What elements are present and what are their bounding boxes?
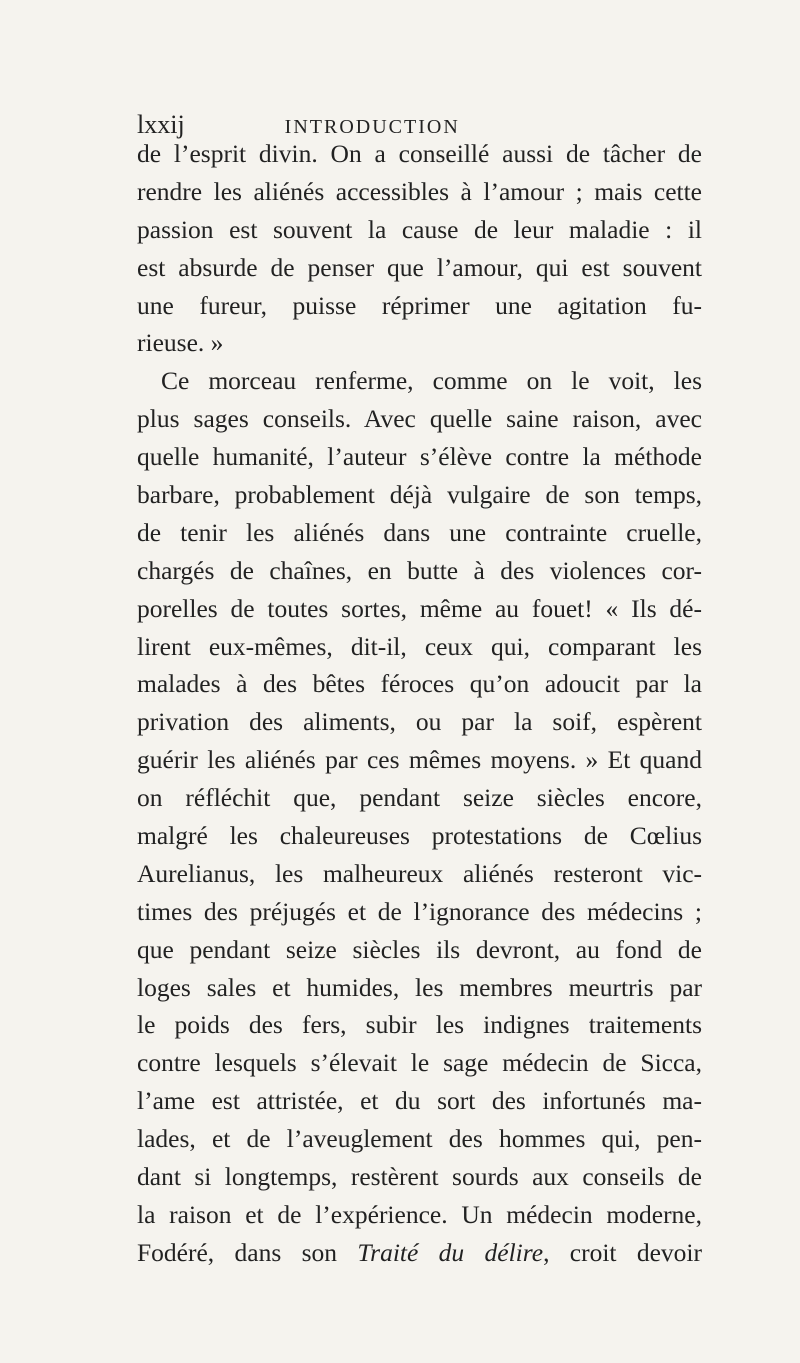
text-line: est absurde de penser que l’amour, qui est souvent — [137, 252, 702, 282]
text-line: la raison et de l’expérience. Un médecin moderne, — [137, 1199, 702, 1229]
book-title-italic: Traité du délire — [357, 1237, 544, 1267]
text-line: privation des aliments, ou par la soif, espèrent — [137, 707, 702, 737]
text-segment: Fodéré, dans son — [137, 1237, 358, 1267]
text-line: rendre les aliénés accessibles à l’amour ; mais cette — [137, 176, 702, 206]
text-line: passion est souvent la cause de leur maladie : il — [137, 214, 702, 244]
running-title: INTRODUCTION — [284, 116, 460, 138]
text-line: contre lesquels s’élevait le sage médecin de Sicca, — [137, 1048, 702, 1078]
text-line: plus sages conseils. Avec quelle saine raison, avec — [137, 404, 702, 434]
text-line: que pendant seize siècles ils devront, au fond de — [137, 934, 702, 964]
text-line: on réfléchit que, pendant seize siècles encore, — [137, 783, 702, 813]
text-line: le poids des fers, subir les indignes traitements — [137, 1010, 702, 1040]
text-line: une fureur, puisse réprimer une agitation fu- — [137, 290, 702, 320]
body-text — [137, 135, 702, 1272]
text-line: lades, et de l’aveuglement des hommes qui, pen- — [137, 1124, 702, 1154]
text-line: barbare, probablement déjà vulgaire de son temps, — [137, 480, 702, 510]
text-line: malgré les chaleureuses protestations de Cœlius — [137, 821, 702, 851]
text-line: loges sales et humides, les membres meurtris par — [137, 972, 702, 1002]
text-line-last — [137, 1234, 702, 1272]
text-segment: , croit devoir — [543, 1237, 702, 1267]
text-line: malades à des bêtes féroces qu’on adoucit par la — [137, 669, 702, 699]
text-line: rieuse. » — [137, 328, 224, 358]
text-line: quelle humanité, l’auteur s’élève contre la méthode — [137, 442, 702, 472]
text-line: times des préjugés et de l’ignorance des médecins ; — [137, 896, 702, 926]
text-line: Ce morceau renferme, comme on le voit, les — [161, 366, 702, 396]
text-line: de tenir les aliénés dans une contrainte cruelle, — [137, 517, 702, 547]
text-line: guérir les aliénés par ces mêmes moyens. » Et quand — [137, 745, 702, 775]
text-line: de l’esprit divin. On a conseillé aussi de tâcher de — [137, 139, 702, 168]
text-line: chargés de chaînes, en butte à des violences cor- — [137, 555, 702, 585]
text-line: l’ame est attristée, et du sort des infortunés ma- — [137, 1086, 702, 1116]
text-line: dant si longtemps, restèrent sourds aux conseils de — [137, 1162, 702, 1192]
text-line: Aurelianus, les malheureux aliénés resteront vic- — [137, 858, 702, 888]
text-line: porelles de toutes sortes, même au fouet! « Ils dé- — [137, 593, 702, 623]
text-line: lirent eux-mêmes, dit-il, ceux qui, comparant les — [137, 631, 702, 661]
page-number: lxxij — [137, 110, 185, 139]
